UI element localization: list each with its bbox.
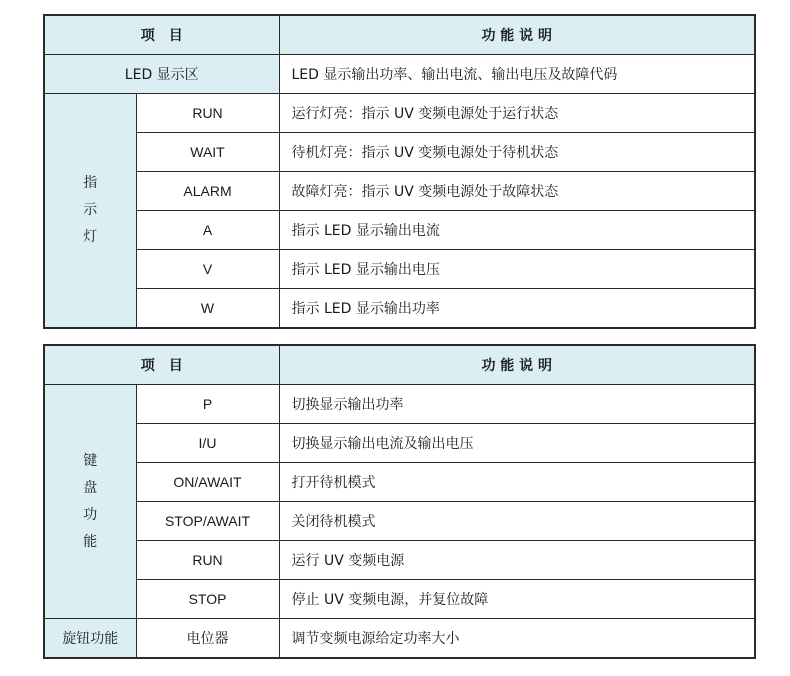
row-item: STOP/AWAIT — [136, 502, 279, 541]
row-item: ALARM — [136, 172, 279, 211]
row-description: 关闭待机模式 — [279, 502, 755, 541]
indicator-group-label — [44, 94, 136, 329]
keyboard-group-label — [44, 385, 136, 619]
row-item: WAIT — [136, 133, 279, 172]
indicator-function-table — [43, 14, 756, 329]
header-description: 功 能 说 明 — [279, 15, 755, 55]
row-description: 指示 LED 显示输出电流 — [279, 211, 755, 250]
table-row — [44, 172, 755, 211]
table-row — [44, 619, 755, 659]
table-row — [44, 502, 755, 541]
row-item: A — [136, 211, 279, 250]
header-item: 项 目 — [44, 15, 279, 55]
row-item: I/U — [136, 424, 279, 463]
row-description: 停止 UV 变频电源，并复位故障 — [279, 580, 755, 619]
row-description: 运行灯亮：指示 UV 变频电源处于运行状态 — [279, 94, 755, 133]
table-row — [44, 211, 755, 250]
row-item: RUN — [136, 94, 279, 133]
keyboard-function-table — [43, 344, 756, 659]
row-description: 故障灯亮：指示 UV 变频电源处于故障状态 — [279, 172, 755, 211]
row-item: 电位器 — [136, 619, 279, 659]
table-header-row — [44, 15, 755, 55]
row-item: W — [136, 289, 279, 329]
header-description: 功 能 说 明 — [279, 345, 755, 385]
group-label-char: 功 — [83, 506, 98, 523]
group-label-char: 灯 — [83, 229, 98, 245]
table-row — [44, 463, 755, 502]
row-description: 待机灯亮：指示 UV 变频电源处于待机状态 — [279, 133, 755, 172]
row-description: 指示 LED 显示输出功率 — [279, 289, 755, 329]
row-description: 运行 UV 变频电源 — [279, 541, 755, 580]
table-row — [44, 385, 755, 424]
row-item: RUN — [136, 541, 279, 580]
table-row — [44, 541, 755, 580]
table-header-row — [44, 345, 755, 385]
table-row — [44, 289, 755, 329]
row-description: 切换显示输出功率 — [279, 385, 755, 424]
row-item: P — [136, 385, 279, 424]
row-description: 调节变频电源给定功率大小 — [279, 619, 755, 659]
knob-group-label: 旋钮功能 — [44, 619, 136, 659]
table-row — [44, 424, 755, 463]
group-label-char: 盘 — [83, 479, 98, 496]
group-label-char: 指 — [83, 175, 98, 191]
table-row — [44, 55, 755, 94]
table-row — [44, 250, 755, 289]
table-row — [44, 133, 755, 172]
row-description: 指示 LED 显示输出电压 — [279, 250, 755, 289]
table-row — [44, 580, 755, 619]
row-description: 切换显示输出电流及输出电压 — [279, 424, 755, 463]
row-item: STOP — [136, 580, 279, 619]
table-row — [44, 94, 755, 133]
header-item: 项 目 — [44, 345, 279, 385]
group-label-char: 键 — [83, 452, 98, 469]
led-display-description: LED 显示输出功率、输出电流、输出电压及故障代码 — [279, 55, 755, 94]
row-item: V — [136, 250, 279, 289]
group-label-char: 能 — [83, 533, 98, 550]
row-description: 打开待机模式 — [279, 463, 755, 502]
row-item: ON/AWAIT — [136, 463, 279, 502]
led-display-label: LED 显示区 — [44, 55, 279, 94]
group-label-char: 示 — [83, 202, 98, 218]
